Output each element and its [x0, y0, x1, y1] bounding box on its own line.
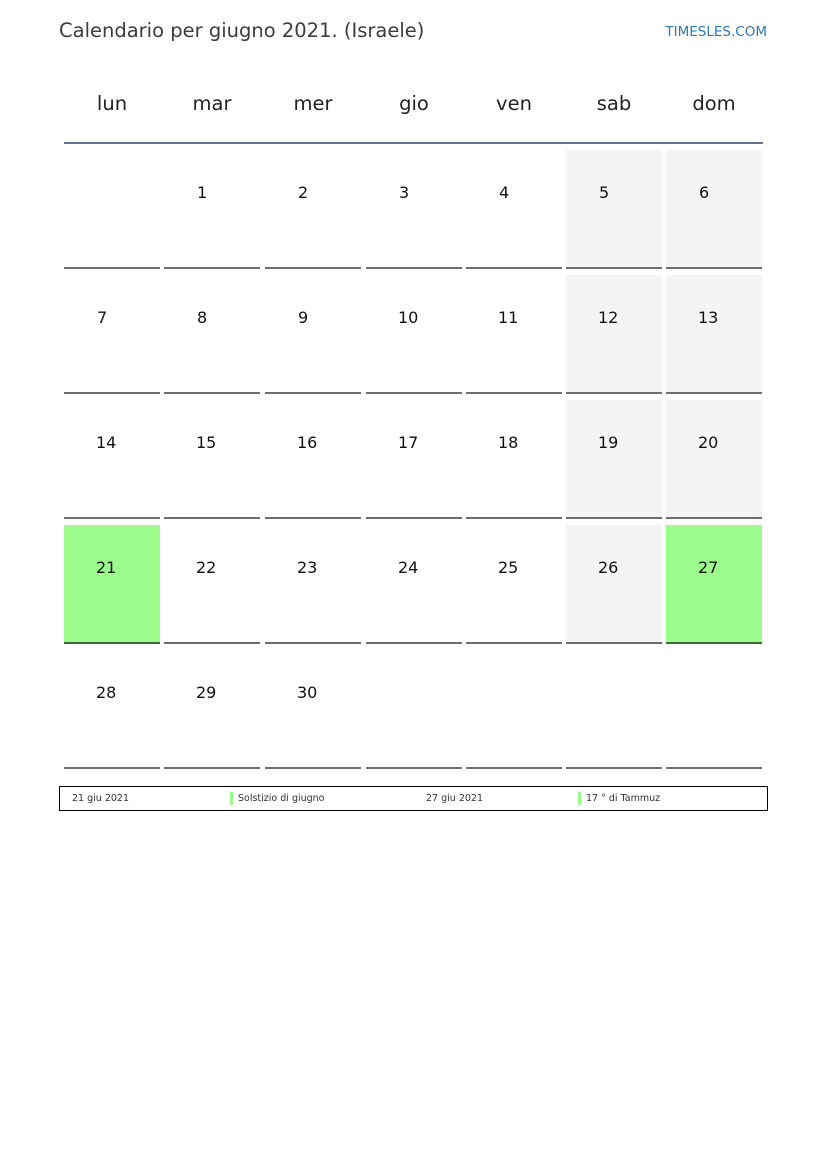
day-number: 14: [96, 433, 117, 452]
day-cell: [164, 400, 260, 519]
day-cell: [164, 150, 260, 269]
weekday-label-gio: gio: [399, 92, 429, 115]
day-cell: [64, 275, 160, 394]
weekday-label-sab: sab: [596, 92, 632, 115]
day-number: 11: [498, 308, 519, 327]
weekday-label-mar: mar: [192, 92, 232, 115]
empty-day-cell: [466, 650, 562, 769]
holiday-legend: [59, 786, 768, 811]
day-number: 15: [196, 433, 217, 452]
day-number: 12: [598, 308, 619, 327]
day-cell: [366, 400, 462, 519]
day-cell: [566, 275, 662, 394]
day-cell: [265, 275, 361, 394]
day-cell: [566, 400, 662, 519]
weekday-label-dom: dom: [692, 92, 736, 115]
day-number: 30: [297, 683, 318, 702]
day-number: 27: [698, 558, 719, 577]
day-cell: [366, 275, 462, 394]
day-number: 24: [398, 558, 419, 577]
day-cell: [566, 525, 662, 644]
day-number: 16: [297, 433, 318, 452]
empty-day-cell: [64, 150, 160, 269]
day-cell: [566, 150, 662, 269]
legend-color-swatch: [578, 792, 581, 805]
day-number: 29: [196, 683, 217, 702]
legend-date: 21 giu 2021: [72, 793, 129, 804]
day-number: 17: [398, 433, 419, 452]
day-number: 19: [598, 433, 619, 452]
empty-day-cell: [666, 650, 762, 769]
weekday-label-ven: ven: [496, 92, 532, 115]
weekday-label-mer: mer: [293, 92, 333, 115]
weekday-header: [64, 84, 764, 144]
day-cell: [265, 525, 361, 644]
legend-date: 27 giu 2021: [426, 793, 483, 804]
page-title: Calendario per giugno 2021. (Israele): [59, 19, 425, 42]
day-cell: [666, 275, 762, 394]
day-number: 5: [599, 183, 610, 202]
day-number: 22: [196, 558, 217, 577]
day-cell: [466, 275, 562, 394]
day-number: 26: [598, 558, 619, 577]
day-number: 4: [499, 183, 510, 202]
day-cell: [265, 400, 361, 519]
day-number: 9: [298, 308, 309, 327]
day-number: 25: [498, 558, 519, 577]
day-number: 7: [97, 308, 108, 327]
day-cell: [666, 150, 762, 269]
calendar-grid: [64, 150, 764, 770]
legend-holiday-name: 17 ° di Tammuz: [586, 793, 661, 804]
day-number: 8: [197, 308, 208, 327]
legend-color-swatch: [230, 792, 233, 805]
day-number: 20: [698, 433, 719, 452]
day-cell: [64, 650, 160, 769]
day-cell: [466, 150, 562, 269]
day-number: 2: [298, 183, 309, 202]
day-cell: [666, 400, 762, 519]
brand-link[interactable]: TIMESLES.COM: [665, 24, 767, 40]
day-cell: [366, 525, 462, 644]
day-cell: [466, 400, 562, 519]
day-cell: [366, 150, 462, 269]
day-cell: [265, 650, 361, 769]
day-number: 23: [297, 558, 318, 577]
day-cell-holiday: [64, 525, 160, 644]
day-number: 13: [698, 308, 719, 327]
day-cell: [64, 400, 160, 519]
day-number: 18: [498, 433, 519, 452]
legend-holiday-name: Solstizio di giugno: [238, 793, 325, 804]
day-number: 3: [399, 183, 410, 202]
day-number: 10: [398, 308, 419, 327]
day-number: 6: [699, 183, 710, 202]
day-cell: [265, 150, 361, 269]
day-cell: [466, 525, 562, 644]
header-divider: [64, 142, 763, 144]
day-cell: [164, 275, 260, 394]
weekday-label-lun: lun: [96, 92, 128, 115]
empty-day-cell: [366, 650, 462, 769]
day-cell-holiday: [666, 525, 762, 644]
day-number: 28: [96, 683, 117, 702]
day-cell: [164, 650, 260, 769]
day-number: 21: [96, 558, 117, 577]
empty-day-cell: [566, 650, 662, 769]
day-cell: [164, 525, 260, 644]
day-number: 1: [197, 183, 208, 202]
